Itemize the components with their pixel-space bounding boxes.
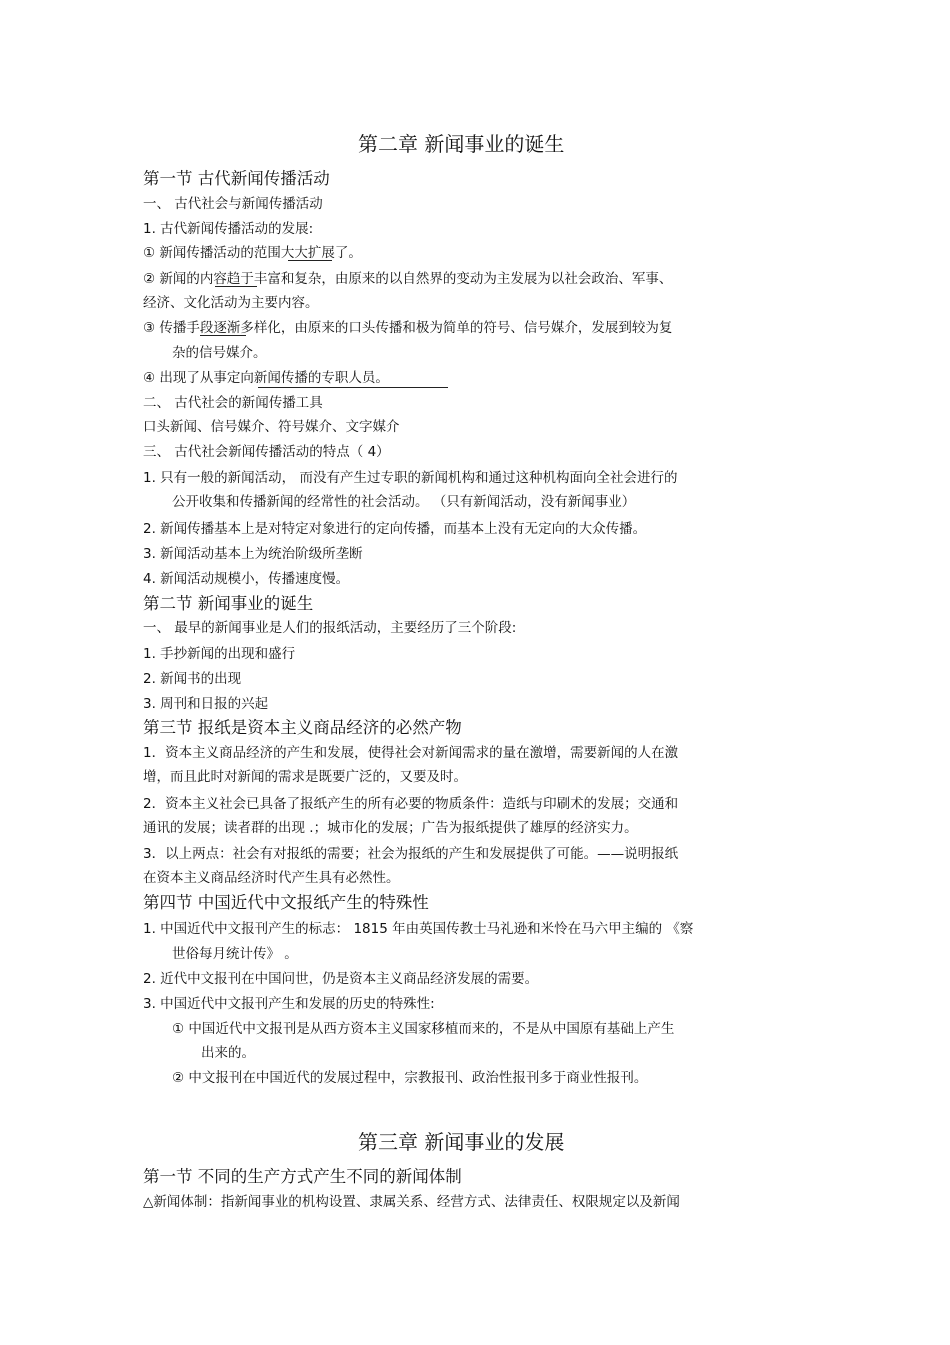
paragraph-line: 口头新闻、信号媒介、符号媒介、文字媒介 bbox=[143, 419, 400, 435]
underline-mark bbox=[215, 286, 257, 287]
chapter-3-title: 第三章 新闻事业的发展 bbox=[358, 1130, 565, 1154]
paragraph-line: 1. 只有一般的新闻活动， 而没有产生过专职的新闻机构和通过这种机构面向全社会进行的 bbox=[143, 470, 678, 486]
paragraph-line: 世俗每月统计传》 。 bbox=[172, 946, 298, 962]
paragraph-line: △新闻体制：指新闻事业的机构设置、隶属关系、经营方式、法律责任、权限规定以及新闻 bbox=[143, 1194, 680, 1210]
paragraph-line: 1. 手抄新闻的出现和盛行 bbox=[143, 646, 296, 662]
paragraph-line: 杂的信号媒介。 bbox=[172, 345, 267, 361]
paragraph-line: 3. 中国近代中文报刊产生和发展的历史的特殊性: bbox=[143, 996, 435, 1012]
paragraph-line: 增，而且此时对新闻的需求是既要广泛的，又要及时。 bbox=[143, 769, 467, 785]
underline-mark bbox=[288, 260, 332, 261]
chapter-2-section-3-title: 第三节 报纸是资本主义商品经济的必然产物 bbox=[143, 718, 462, 737]
paragraph-line: 二、 古代社会的新闻传播工具 bbox=[143, 395, 323, 411]
chapter-2-section-1-title: 第一节 古代新闻传播活动 bbox=[143, 169, 330, 188]
paragraph-line: 一、 古代社会与新闻传播活动 bbox=[143, 196, 323, 212]
paragraph-line: 2. 近代中文报刊在中国问世，仍是资本主义商品经济发展的需要。 bbox=[143, 971, 539, 987]
paragraph-line: ① 中国近代中文报刊是从西方资本主义国家移植而来的，不是从中国原有基础上产生 bbox=[172, 1021, 675, 1037]
paragraph-line: 1．资本主义商品经济的产生和发展，使得社会对新闻需求的量在激增，需要新闻的人在激 bbox=[143, 745, 679, 761]
paragraph-line: 三、 古代社会新闻传播活动的特点（ 4） bbox=[143, 444, 390, 460]
paragraph-line: 1. 古代新闻传播活动的发展: bbox=[143, 221, 314, 237]
paragraph-line: ③ 传播手段逐渐多样化，由原来的口头传播和极为简单的符号、信号媒介，发展到较为复 bbox=[143, 320, 673, 336]
paragraph-line: ② 中文报刊在中国近代的发展过程中，宗教报刊、政治性报刊多于商业性报刊。 bbox=[172, 1070, 648, 1086]
paragraph-line: 通讯的发展；读者群的出现 .；城市化的发展；广告为报纸提供了雄厚的经济实力。 bbox=[143, 820, 638, 836]
paragraph-line: 1. 中国近代中文报刊产生的标志： 1815 年由英国传教士马礼逊和米怜在马六甲主编的 《察 bbox=[143, 921, 694, 937]
underline-mark bbox=[200, 335, 246, 336]
paragraph-line: 在资本主义商品经济时代产生具有必然性。 bbox=[143, 870, 400, 886]
paragraph-line: 3. 周刊和日报的兴起 bbox=[143, 696, 269, 712]
underline-mark bbox=[258, 387, 448, 388]
chapter-2-section-2-title: 第二节 新闻事业的诞生 bbox=[143, 594, 314, 613]
paragraph-line: 经济、文化活动为主要内容。 bbox=[143, 295, 319, 311]
chapter-3-section-1-title: 第一节 不同的生产方式产生不同的新闻体制 bbox=[143, 1167, 462, 1186]
paragraph-line: 公开收集和传播新闻的经常性的社会活动。 （只有新闻活动，没有新闻事业） bbox=[172, 494, 636, 510]
chapter-2-title: 第二章 新闻事业的诞生 bbox=[358, 132, 565, 156]
paragraph-line: 出来的。 bbox=[201, 1045, 255, 1061]
paragraph-line: ① 新闻传播活动的范围大大扩展了。 bbox=[143, 245, 362, 261]
paragraph-line: 3. 新闻活动基本上为统治阶级所垄断 bbox=[143, 546, 363, 562]
paragraph-line: ② 新闻的内容趋于丰富和复杂，由原来的以自然界的变动为主发展为以社会政治、军事、 bbox=[143, 271, 673, 287]
paragraph-line: 4. 新闻活动规模小，传播速度慢。 bbox=[143, 571, 350, 587]
paragraph-line: 3．以上两点：社会有对报纸的需要；社会为报纸的产生和发展提供了可能。——说明报纸 bbox=[143, 846, 679, 862]
paragraph-line: 一、 最早的新闻事业是人们的报纸活动，主要经历了三个阶段: bbox=[143, 620, 517, 636]
paragraph-line: 2．资本主义社会已具备了报纸产生的所有必要的物质条件：造纸与印刷术的发展；交通和 bbox=[143, 796, 679, 812]
chapter-2-section-4-title: 第四节 中国近代中文报纸产生的特殊性 bbox=[143, 893, 429, 912]
paragraph-line: 2. 新闻书的出现 bbox=[143, 671, 242, 687]
paragraph-line: 2. 新闻传播基本上是对特定对象进行的定向传播，而基本上没有无定向的大众传播。 bbox=[143, 521, 647, 537]
paragraph-line: ④ 出现了从事定向新闻传播的专职人员。 bbox=[143, 370, 389, 386]
